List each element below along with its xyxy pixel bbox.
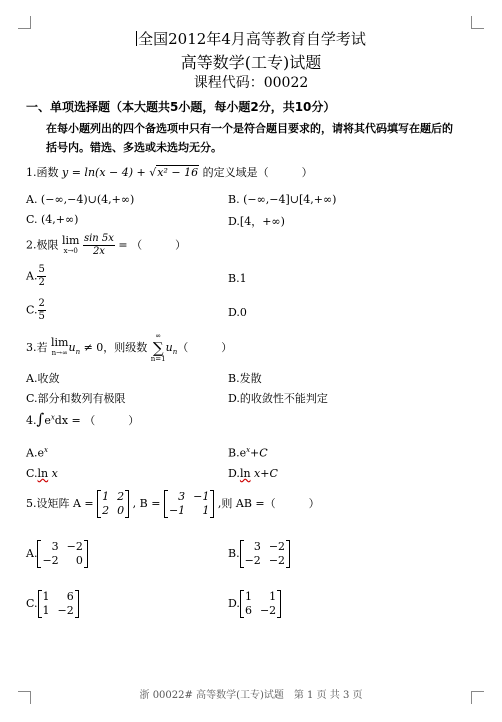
q2-option-b: B.1 — [228, 272, 247, 285]
q4-option-c: C.ln x — [26, 467, 58, 480]
q5-option-d: D. 1 1 6 −2 — [228, 590, 281, 618]
limit-symbol: lim x→0 — [62, 233, 80, 255]
question-4: $4.\int e^xdx$ = （ ） — [26, 410, 140, 428]
matrix-b: 3 −1 −1 1 — [164, 490, 214, 518]
q1-option-c: C. (4,+∞) — [26, 213, 79, 226]
page-footer: 浙 00022# 高等数学(工专)试题 第 1 页 共 3 页 — [139, 690, 363, 701]
q1-option-b: B. (−∞,−4]∪[4,+∞) — [228, 193, 337, 206]
matrix-a: 1 2 2 0 — [97, 490, 129, 518]
q3-option-c: C.部分和数列有极限 — [26, 392, 126, 405]
q2-option-a: A. $\frac{5}{2}$ — [26, 264, 45, 288]
exam-title: 全国2012年4月高等教育自学考试 — [138, 30, 366, 48]
q3-option-a: A.收敛 — [26, 372, 60, 385]
q1-option-d: D.[4，+∞) — [228, 215, 285, 228]
q1-option-a: A. (−∞,−4)∪(4,+∞) — [26, 193, 135, 206]
course-code: 课程代码：00022 — [193, 75, 309, 91]
q5-option-c: C. 1 6 1 −2 — [26, 590, 79, 618]
q3-option-d: D.的收敛性不能判定 — [228, 392, 328, 405]
q4-option-a: $A.e^x$ — [26, 446, 48, 460]
sum-symbol: ∞ ∑ n=1 — [150, 332, 166, 363]
question-5: 5.设矩阵 A = 1 2 2 0 , B = 3 −1 −1 1 ,则 AB =（ ） — [26, 490, 320, 517]
question-2: 2.极限 lim x→0 $\frac{\sin 5x}{2x}$ = （ ） — [26, 233, 187, 257]
text-cursor — [136, 31, 137, 46]
exam-subtitle: 高等数学(工专)试题 — [180, 53, 322, 72]
q5-option-a: A. 3 −2 −2 0 — [26, 540, 88, 568]
section-instruction-2: 括号内。错选、多选或未选均无分。 — [46, 141, 222, 154]
q3-option-b: B.发散 — [228, 372, 262, 385]
question-3: 3.若 lim n→∞ $u_n \ne 0$，则级数 ∞ ∑ n=1 $u_n$（ ） — [26, 332, 233, 363]
q5-option-b: B. 3 −2 −2 −2 — [228, 540, 290, 568]
section-heading: 一、单项选择题（本大题共5小题，每小题2分，共10分） — [26, 100, 336, 114]
q4-option-b: $B.e^x+C$ — [228, 446, 268, 460]
limit-fraction: $\frac{\sin 5x}{2x}$ — [83, 233, 114, 257]
q2-option-c: C. $\frac{2}{5}$ — [26, 298, 45, 322]
q2-option-d: D.0 — [228, 306, 247, 319]
section-instruction-1: 在每小题列出的四个备选项中只有一个是符合题目要求的，请将其代码填写在题后的 — [46, 122, 453, 135]
question-1: 1.函数 y = ln(x − 4) + √x² − 16 的定义域是（ ） — [26, 166, 313, 179]
q4-option-d: D.ln x+C — [228, 467, 278, 480]
